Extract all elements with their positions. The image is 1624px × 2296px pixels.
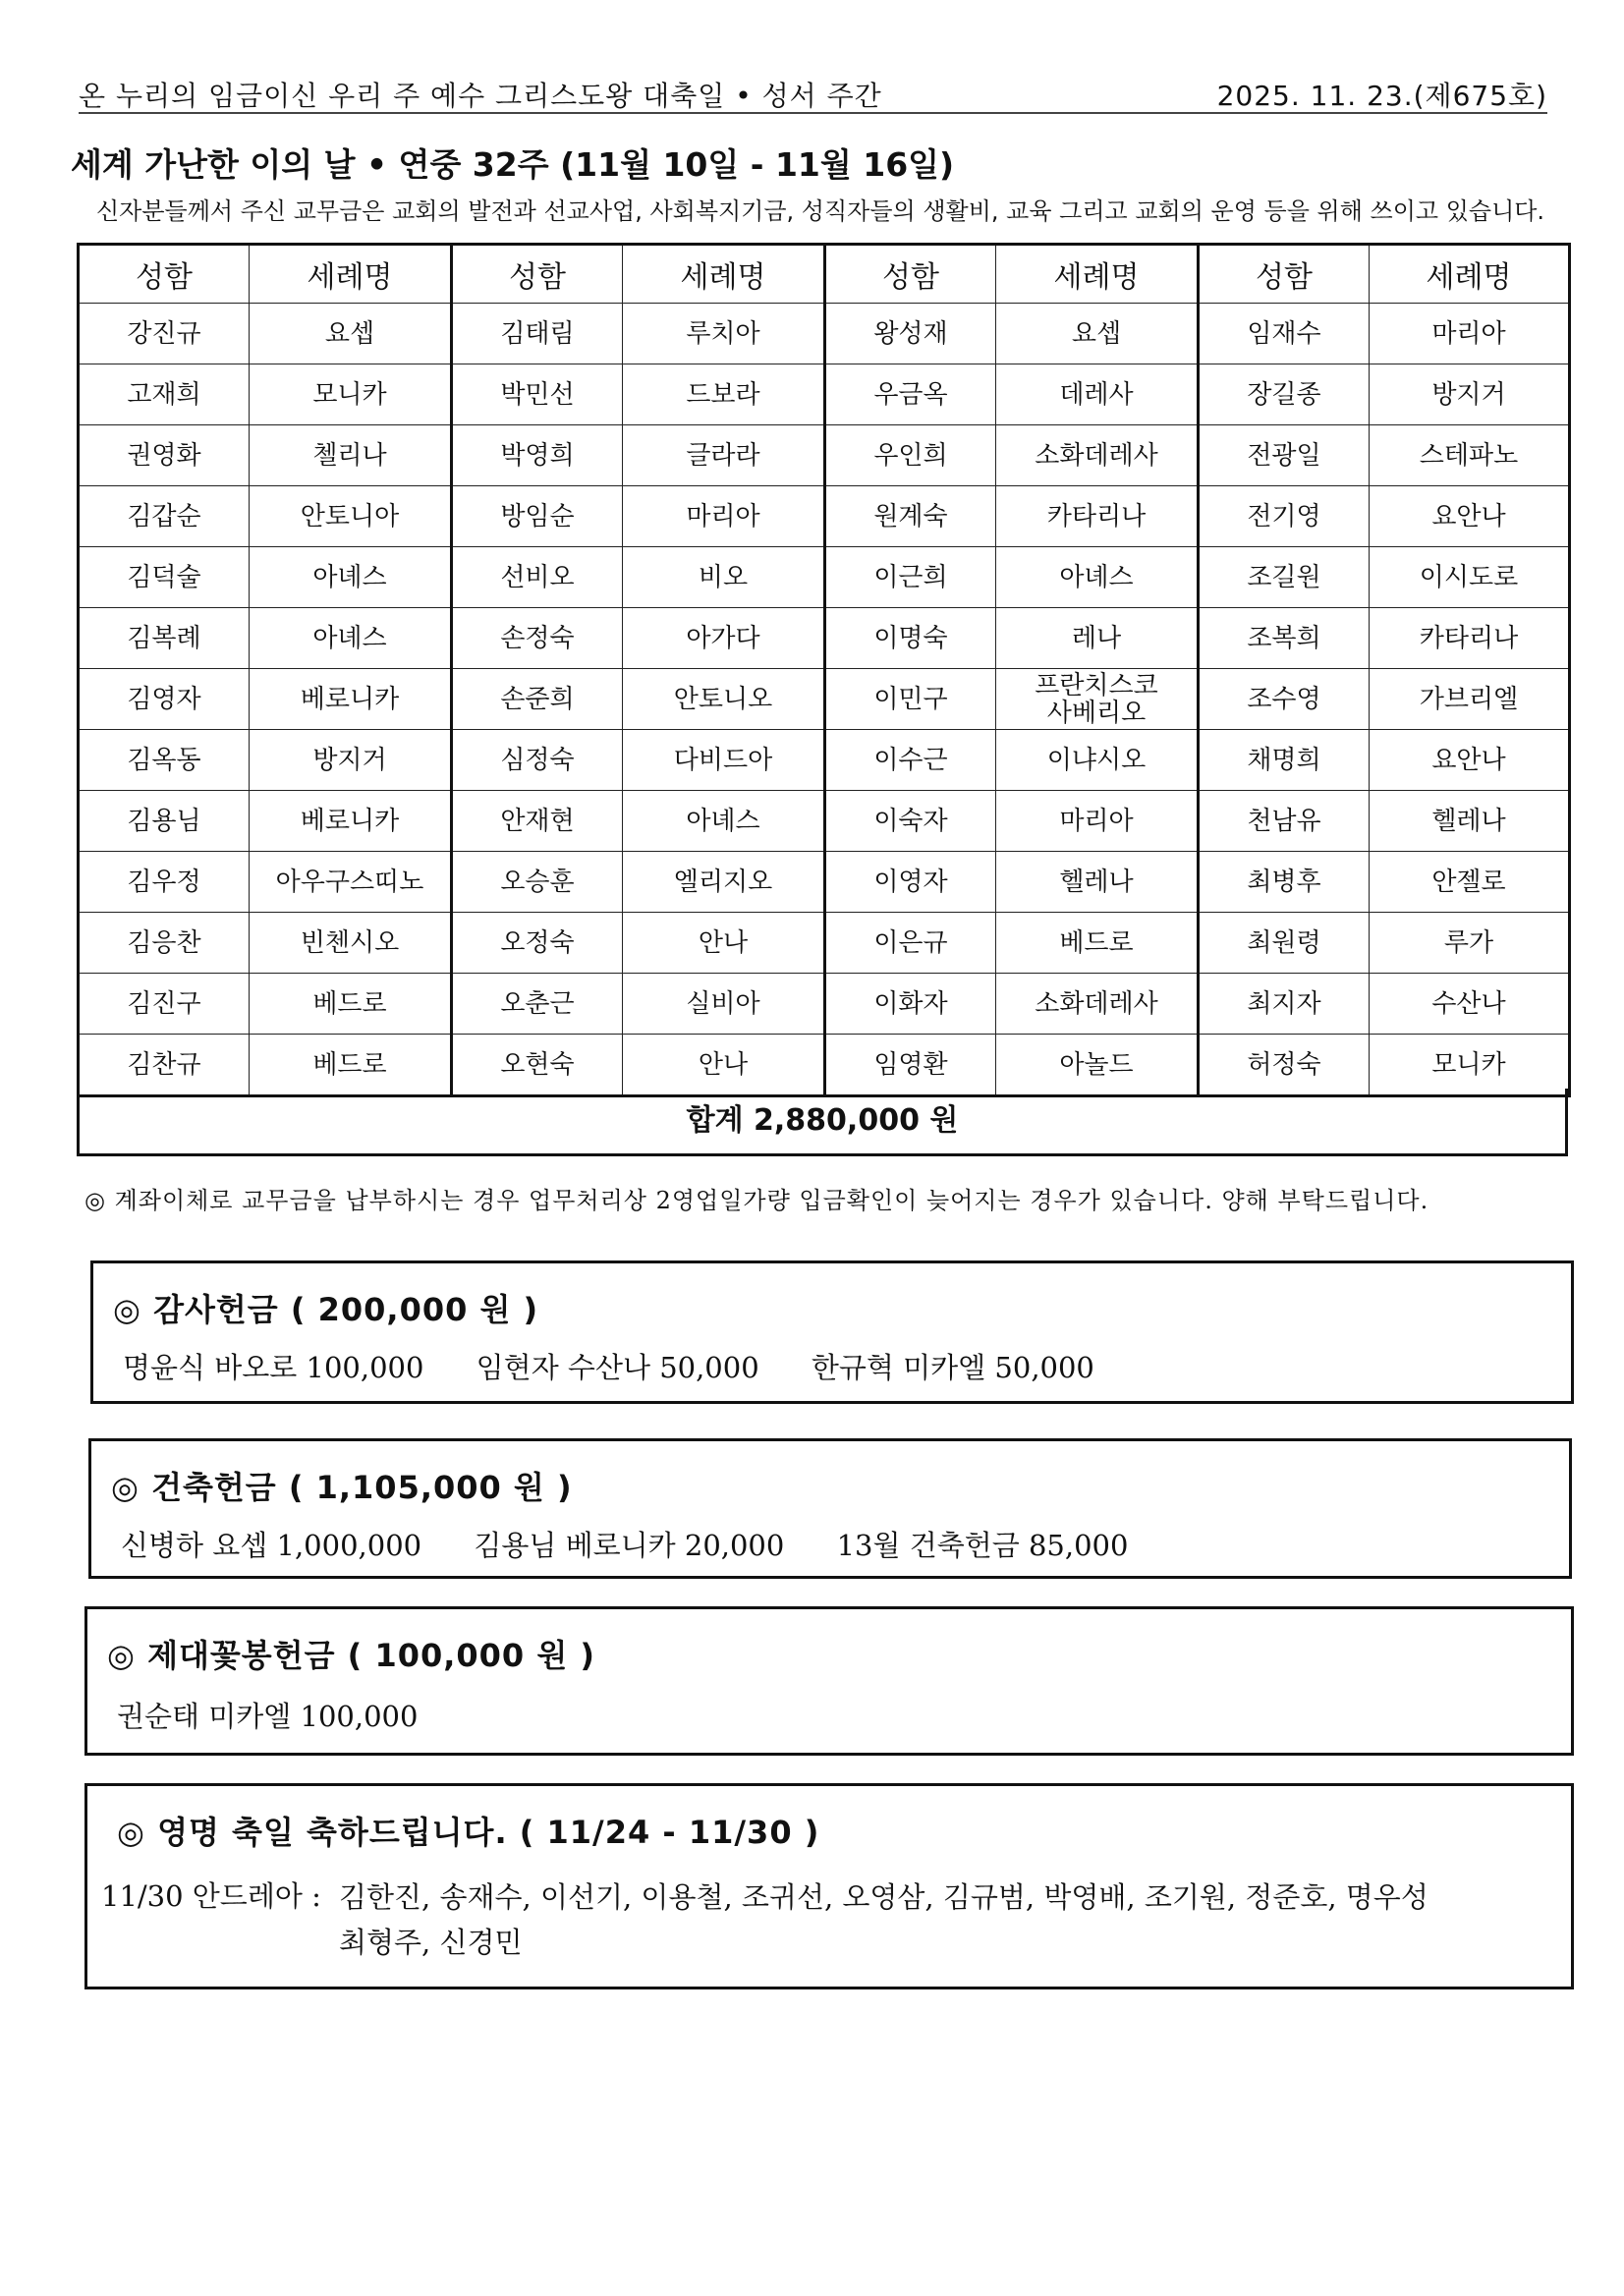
baptismal-name-cell: 첼리나 [250,425,452,486]
baptismal-name-cell: 엘리지오 [623,852,825,913]
name-cell: 김태림 [452,304,623,364]
name-cell: 최지자 [1199,974,1370,1035]
baptismal-name-cell: 베드로 [250,974,452,1035]
table-row [79,791,1570,852]
table-row [79,730,1570,791]
baptismal-name-cell: 소화데레사 [996,974,1199,1035]
header-cell: 성함 [79,245,250,304]
table-row [79,304,1570,364]
table-header-row [79,245,1570,304]
building-fund-title: ◎ 건축헌금 ( 1,105,000 원 ) [111,1469,573,1506]
name-cell: 전광일 [1199,425,1370,486]
page-header [79,75,1547,114]
name-cell: 김갑순 [79,486,250,547]
name-cell: 고재희 [79,364,250,425]
thanks-offering-title: ◎ 감사헌금 ( 200,000 원 ) [113,1291,539,1328]
baptismal-name-cell: 데레사 [996,364,1199,425]
table-row [79,974,1570,1035]
baptismal-name-cell: 마리아 [1370,304,1570,364]
baptismal-name-cell: 아우구스띠노 [250,852,452,913]
baptismal-name-cell: 모니카 [1370,1035,1570,1096]
name-cell: 김덕술 [79,547,250,608]
offering-item: 권순태 미카엘 100,000 [117,1700,419,1733]
baptismal-name-cell: 이시도로 [1370,547,1570,608]
header-cell: 세례명 [250,245,452,304]
offering-item: 명윤식 바오로 100,000 [123,1351,424,1384]
name-cell: 우금옥 [825,364,996,425]
header-cell: 성함 [1199,245,1370,304]
name-cell: 이숙자 [825,791,996,852]
baptismal-name-cell: 모니카 [250,364,452,425]
table-total: 합계 2,880,000 원 [77,1089,1568,1156]
offering-item: 김용님 베로니카 20,000 [474,1529,785,1562]
name-cell: 임재수 [1199,304,1370,364]
table-row [79,1035,1570,1096]
table-row [79,425,1570,486]
baptismal-name-cell: 다비드아 [623,730,825,791]
name-cell: 임영환 [825,1035,996,1096]
name-cell: 이민구 [825,669,996,730]
building-fund-box [88,1438,1572,1579]
header-cell: 성함 [825,245,996,304]
name-cell: 최원령 [1199,913,1370,974]
baptismal-name-cell: 헬레나 [996,852,1199,913]
name-cell: 우인희 [825,425,996,486]
name-cell: 김영자 [79,669,250,730]
baptismal-name-cell: 비오 [623,547,825,608]
header-title: 온 누리의 임금이신 우리 주 예수 그리스도왕 대축일 • 성서 주간 [79,80,882,112]
transfer-note: ◎ 계좌이체로 교무금을 납부하시는 경우 업무처리상 2영업일가량 입금확인이 늦어지는 경우가 있습니다. 양해 부탁드립니다. [84,1187,1429,1214]
thanks-offering-box [90,1260,1574,1404]
baptismal-name-cell: 베드로 [250,1035,452,1096]
baptismal-name-cell: 방지거 [1370,364,1570,425]
baptismal-name-cell: 베로니카 [250,791,452,852]
baptismal-name-cell: 아녜스 [996,547,1199,608]
baptismal-name-cell: 카타리나 [996,486,1199,547]
name-cell: 오춘근 [452,974,623,1035]
baptismal-name-cell: 아녜스 [623,791,825,852]
name-cell: 김응찬 [79,913,250,974]
name-cell: 박영희 [452,425,623,486]
name-cell: 김찬규 [79,1035,250,1096]
name-cell: 조복희 [1199,608,1370,669]
name-cell: 오현숙 [452,1035,623,1096]
name-cell: 조길원 [1199,547,1370,608]
feast-day-names [339,1875,1538,1965]
section-intro: 신자분들께서 주신 교무금은 교회의 발전과 선교사업, 사회복지기금, 성직자들의 생활비, 교육 그리고 교회의 운영 등을 위해 쓰이고 있습니다. [96,197,1545,225]
name-cell: 이근희 [825,547,996,608]
offering-item: 임현자 수산나 50,000 [476,1351,759,1384]
baptismal-name-cell: 요안나 [1370,730,1570,791]
name-cell: 손준희 [452,669,623,730]
offering-item: 13월 건축헌금 85,000 [836,1529,1129,1562]
name-cell: 강진규 [79,304,250,364]
name-cell: 천남유 [1199,791,1370,852]
name-cell: 오정숙 [452,913,623,974]
header-cell: 성함 [452,245,623,304]
header-cell: 세례명 [996,245,1199,304]
baptismal-name-cell: 스테파노 [1370,425,1570,486]
table-row [79,547,1570,608]
baptismal-name-cell: 레나 [996,608,1199,669]
section-title: 세계 가난한 이의 날 • 연중 32주 (11월 10일 - 11월 16일) [71,145,955,184]
baptismal-name-cell: 루치아 [623,304,825,364]
table-row [79,913,1570,974]
name-cell: 채명희 [1199,730,1370,791]
header-cell: 세례명 [623,245,825,304]
baptismal-name-cell: 방지거 [250,730,452,791]
name-cell: 이수근 [825,730,996,791]
header-cell: 세례명 [1370,245,1570,304]
altar-flower-list [117,1695,461,1735]
name-cell: 방임순 [452,486,623,547]
baptismal-name-cell: 요안나 [1370,486,1570,547]
baptismal-name-cell: 실비아 [623,974,825,1035]
name-cell: 안재현 [452,791,623,852]
baptismal-name-cell: 가브리엘 [1370,669,1570,730]
baptismal-name-cell: 베드로 [996,913,1199,974]
baptismal-name-cell: 아녜스 [250,608,452,669]
baptismal-name-cell: 요셉 [996,304,1199,364]
table-row [79,364,1570,425]
thanks-offering-list [123,1346,1138,1386]
name-cell: 심정숙 [452,730,623,791]
baptismal-name-cell: 아놀드 [996,1035,1199,1096]
baptismal-name-cell: 아녜스 [250,547,452,608]
baptismal-name-cell: 안토니오 [623,669,825,730]
baptismal-name-cell: 카타리나 [1370,608,1570,669]
baptismal-name-cell: 드보라 [623,364,825,425]
baptismal-name-cell: 안나 [623,1035,825,1096]
name-cell: 김우정 [79,852,250,913]
name-cell: 오승훈 [452,852,623,913]
baptismal-name-cell: 요셉 [250,304,452,364]
offering-item: 한규혁 미카엘 50,000 [811,1351,1094,1384]
table-row [79,608,1570,669]
name-cell: 최병후 [1199,852,1370,913]
name-cell: 손정숙 [452,608,623,669]
baptismal-name-cell: 마리아 [996,791,1199,852]
offering-item: 신병하 요셉 1,000,000 [121,1529,422,1562]
name-cell: 전기영 [1199,486,1370,547]
table-row [79,486,1570,547]
altar-flower-title: ◎ 제대꽃봉헌금 ( 100,000 원 ) [107,1637,596,1674]
table-row [79,852,1570,913]
header-issue-date: 2025. 11. 23.(제675호) [1216,80,1547,112]
name-cell: 원계숙 [825,486,996,547]
name-cell: 김진구 [79,974,250,1035]
feast-day-box [84,1783,1574,1989]
feast-names-line: 김한진, 송재수, 이선기, 이용철, 조귀선, 오영삼, 김규범, 박영배, 조기원, 정준호, 명우성 [339,1880,1428,1914]
name-cell: 장길종 [1199,364,1370,425]
baptismal-name-cell: 루가 [1370,913,1570,974]
baptismal-name-cell: 수산나 [1370,974,1570,1035]
baptismal-name-cell: 헬레나 [1370,791,1570,852]
baptismal-name-cell: 안나 [623,913,825,974]
name-cell: 조수영 [1199,669,1370,730]
name-cell: 이은규 [825,913,996,974]
name-cell: 이영자 [825,852,996,913]
donor-table [77,243,1571,1097]
baptismal-name-cell: 빈첸시오 [250,913,452,974]
baptismal-name-cell: 안토니아 [250,486,452,547]
name-cell: 김옥동 [79,730,250,791]
name-cell: 김복례 [79,608,250,669]
baptismal-name-cell: 아가다 [623,608,825,669]
feast-names-line: 최형주, 신경민 [339,1926,523,1959]
baptismal-name-cell: 이냐시오 [996,730,1199,791]
name-cell: 이화자 [825,974,996,1035]
baptismal-name-cell: 소화데레사 [996,425,1199,486]
feast-day-label: 11/30 안드레아 : [101,1879,321,1913]
name-cell: 선비오 [452,547,623,608]
feast-day-title: ◎ 영명 축일 축하드립니다. ( 11/24 - 11/30 ) [117,1814,820,1851]
baptismal-name-cell: 프란치스코 사베리오 [996,669,1199,730]
building-fund-list [121,1524,1171,1564]
name-cell: 왕성재 [825,304,996,364]
name-cell: 이명숙 [825,608,996,669]
table-row [79,669,1570,730]
name-cell: 권영화 [79,425,250,486]
baptismal-name-cell: 글라라 [623,425,825,486]
baptismal-name-cell: 안젤로 [1370,852,1570,913]
name-cell: 김용님 [79,791,250,852]
baptismal-name-cell: 마리아 [623,486,825,547]
table-body [79,304,1570,1096]
name-cell: 허정숙 [1199,1035,1370,1096]
altar-flower-box [84,1606,1574,1756]
baptismal-name-cell: 베로니카 [250,669,452,730]
name-cell: 박민선 [452,364,623,425]
